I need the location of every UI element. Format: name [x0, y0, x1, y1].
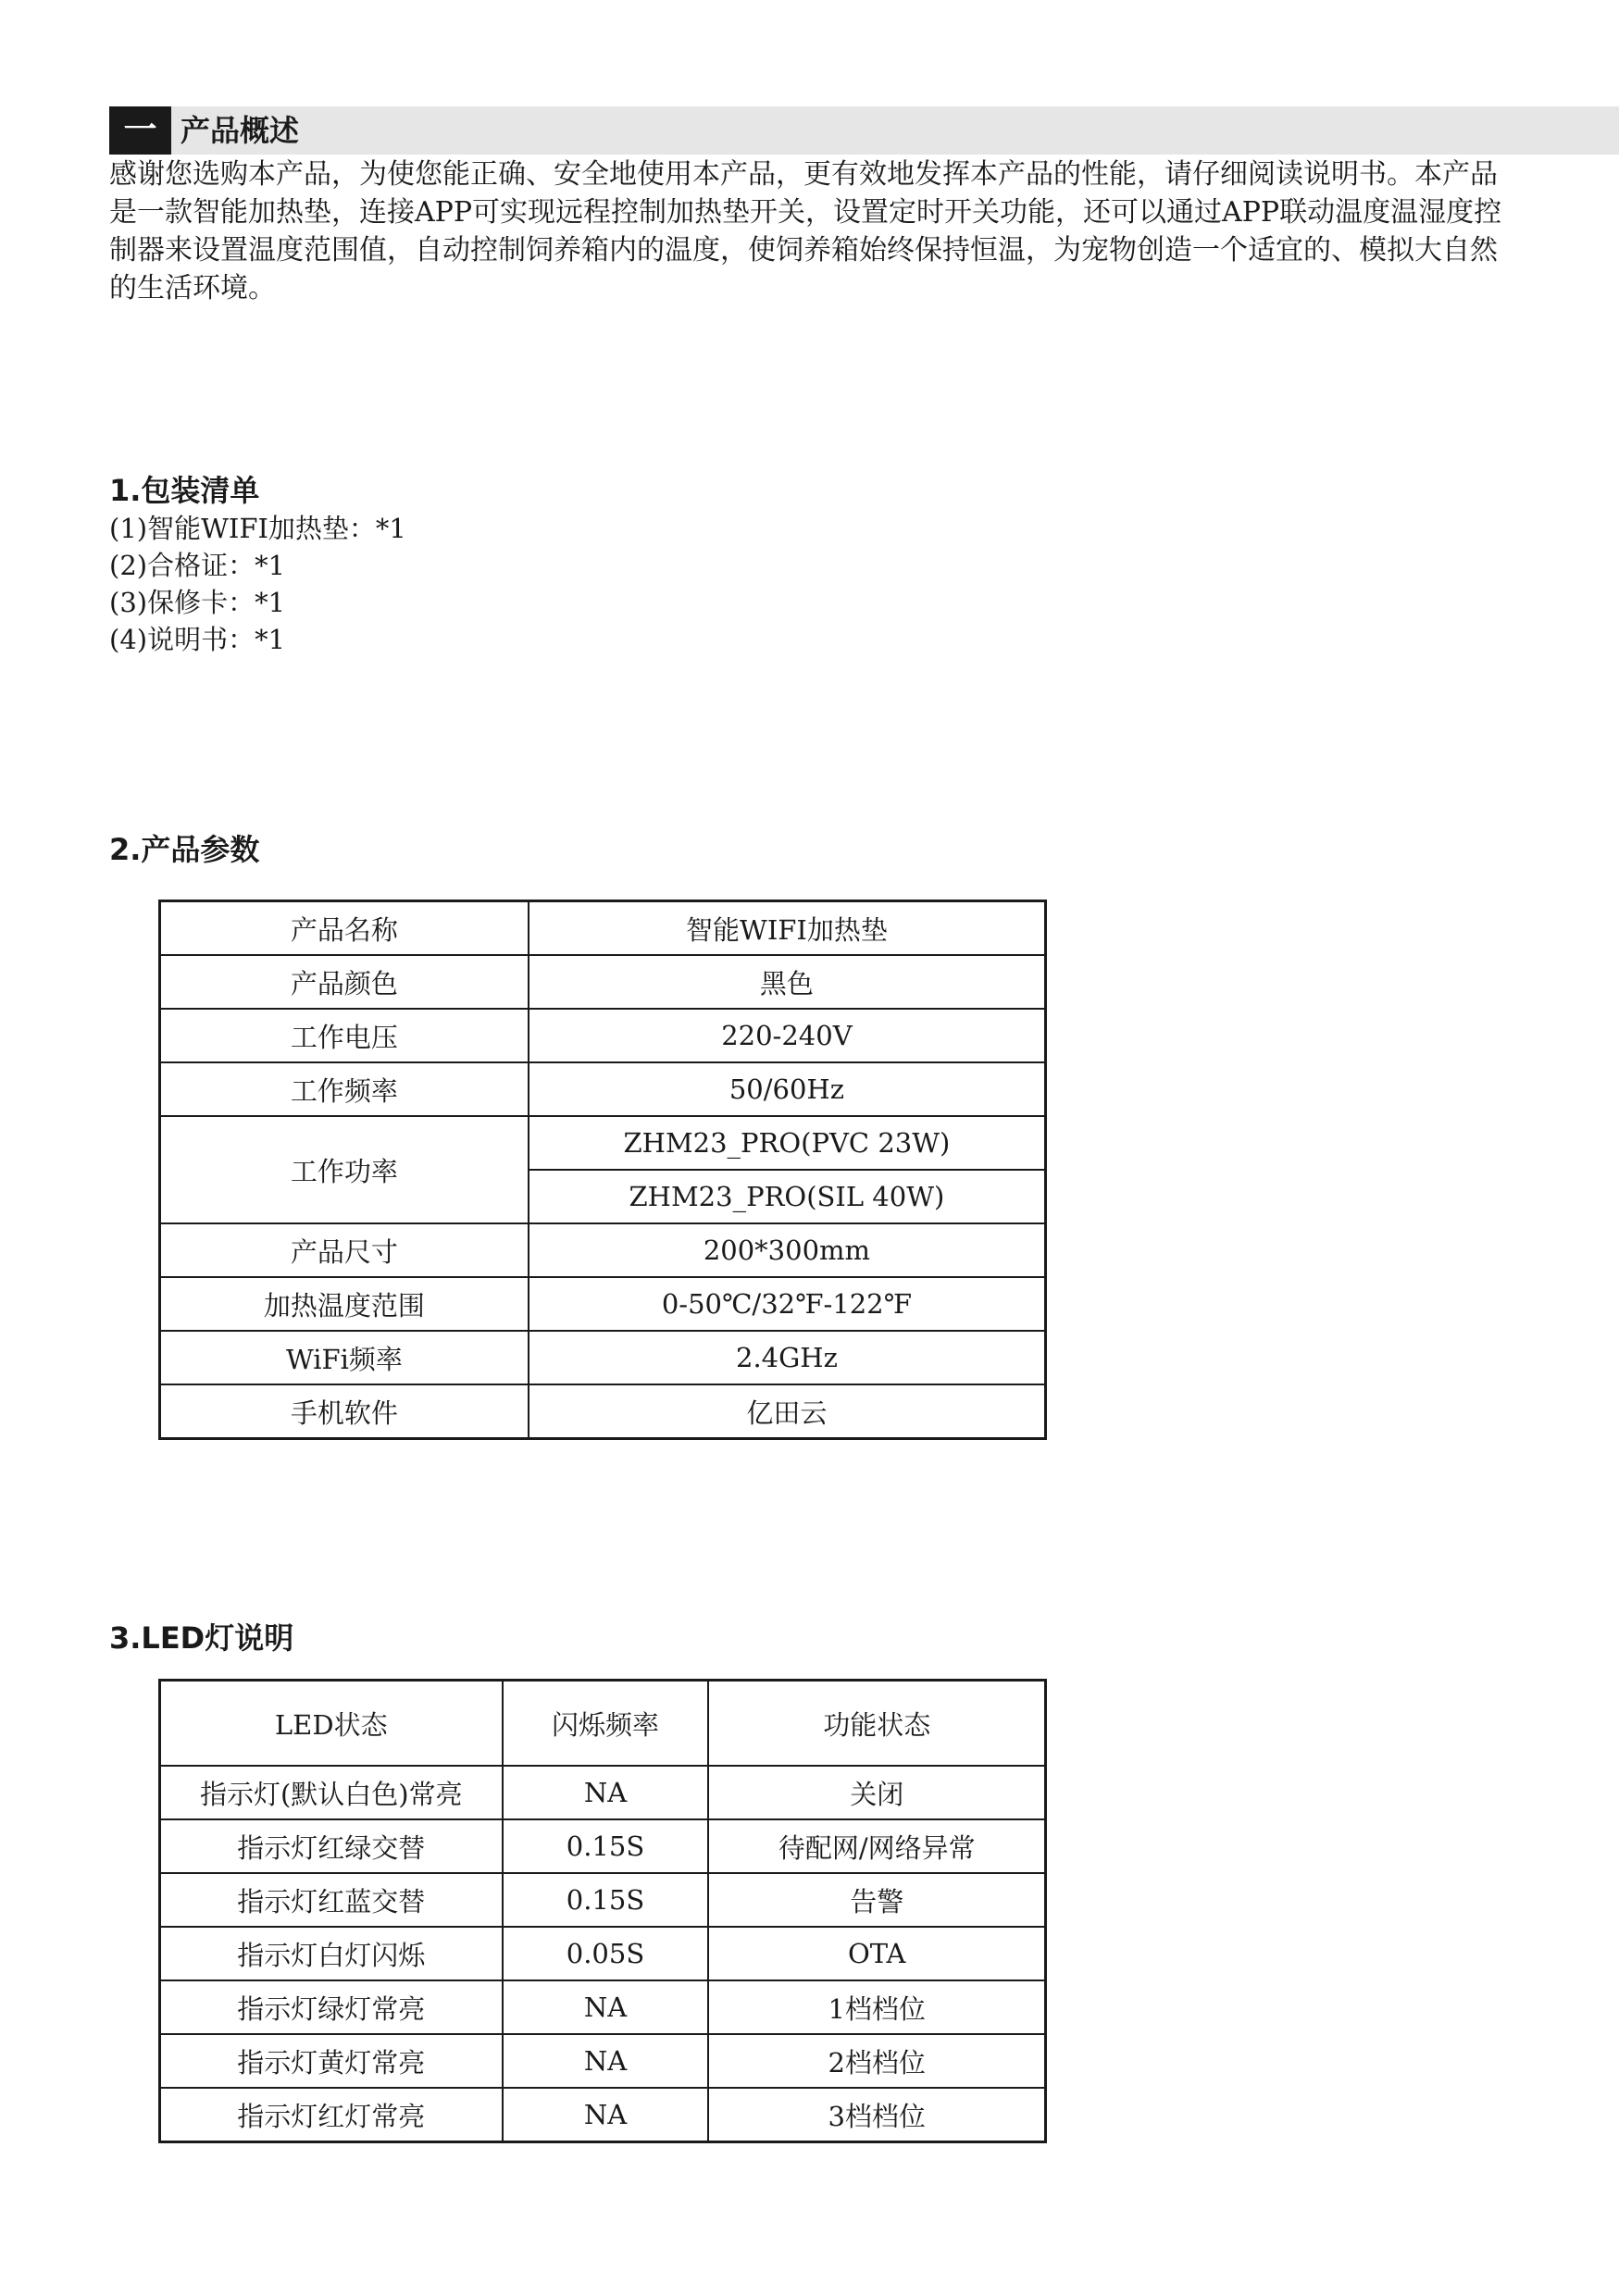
led-heading: 3.LED灯说明 [109, 1620, 294, 1656]
column-header: 功能状态 [708, 1681, 1045, 1766]
table-row [160, 1766, 1045, 1819]
table-row [160, 1009, 1045, 1062]
packing-list-heading: 1.包装清单 [109, 473, 260, 508]
param-value: 0-50℃/32℉-122℉ [529, 1277, 1045, 1331]
param-value: 智能WIFI加热垫 [529, 901, 1045, 955]
blink-frequency: 0.15S [503, 1873, 709, 1927]
param-name: 加热温度范围 [160, 1277, 529, 1331]
param-name: 产品颜色 [160, 955, 529, 1009]
column-header: LED状态 [160, 1681, 503, 1766]
section-header-bar [109, 106, 1619, 155]
table-row [160, 1927, 1045, 1980]
table-row [160, 1331, 1045, 1384]
section-number: 一 [109, 106, 171, 155]
params-heading: 2.产品参数 [109, 832, 260, 867]
led-state: 指示灯(默认白色)常亮 [160, 1766, 503, 1819]
param-value: 亿田云 [529, 1384, 1045, 1438]
led-state: 指示灯白灯闪烁 [160, 1927, 503, 1980]
param-name: 工作电压 [160, 1009, 529, 1062]
led-state: 指示灯红蓝交替 [160, 1873, 503, 1927]
table-row [160, 1116, 1045, 1170]
function-state: 告警 [708, 1873, 1045, 1927]
led-state: 指示灯黄灯常亮 [160, 2034, 503, 2088]
table-row [160, 1384, 1045, 1438]
function-state: 待配网/网络异常 [708, 1819, 1045, 1873]
param-value: 2.4GHz [529, 1331, 1045, 1384]
param-value: 50/60Hz [529, 1062, 1045, 1116]
led-table [159, 1680, 1046, 2142]
param-name: 手机软件 [160, 1384, 529, 1438]
blink-frequency: NA [503, 2034, 709, 2088]
param-name: 工作频率 [160, 1062, 529, 1116]
led-state: 指示灯红绿交替 [160, 1819, 503, 1873]
table-row [160, 901, 1045, 955]
param-value: ZHM23_PRO(SIL 40W) [529, 1170, 1045, 1223]
section-title: 产品概述 [181, 113, 300, 148]
table-row [160, 1980, 1045, 2034]
table-header-row [160, 1681, 1045, 1766]
table-row [160, 2034, 1045, 2088]
param-value: 220-240V [529, 1009, 1045, 1062]
param-name: 工作功率 [160, 1116, 529, 1223]
params-table [159, 900, 1046, 1439]
param-value: 黑色 [529, 955, 1045, 1009]
table-row [160, 1223, 1045, 1277]
table-row [160, 1819, 1045, 1873]
intro-paragraph: 感谢您选购本产品，为使您能正确、安全地使用本产品，更有效地发挥本产品的性能，请仔细阅读说明书。本产品是一款智能加热垫，连接APP可实现远程控制加热垫开关，设置定时开关功能，还可以通过APP联动温度温湿度控制器来设置温度范围值，自动控制饲养箱内的温度，使饲养箱始终保持恒温，为宠物创造一个适宜的、模拟大自然的生活环境。 [109, 158, 1502, 304]
blink-frequency: 0.05S [503, 1927, 709, 1980]
list-item: (1)智能WIFI加热垫：*1 [109, 513, 406, 544]
function-state: OTA [708, 1927, 1045, 1980]
table-row [160, 955, 1045, 1009]
table-row [160, 1277, 1045, 1331]
param-value: 200*300mm [529, 1223, 1045, 1277]
function-state: 3档档位 [708, 2088, 1045, 2141]
param-name: WiFi频率 [160, 1331, 529, 1384]
table-row [160, 2088, 1045, 2141]
blink-frequency: 0.15S [503, 1819, 709, 1873]
param-value: ZHM23_PRO(PVC 23W) [529, 1116, 1045, 1170]
table-row [160, 1062, 1045, 1116]
packing-list [109, 510, 406, 658]
function-state: 1档档位 [708, 1980, 1045, 2034]
blink-frequency: NA [503, 1980, 709, 2034]
column-header: 闪烁频率 [503, 1681, 709, 1766]
blink-frequency: NA [503, 2088, 709, 2141]
function-state: 关闭 [708, 1766, 1045, 1819]
table-row [160, 1873, 1045, 1927]
blink-frequency: NA [503, 1766, 709, 1819]
param-name: 产品名称 [160, 901, 529, 955]
function-state: 2档档位 [708, 2034, 1045, 2088]
list-item: (3)保修卡：*1 [109, 587, 286, 618]
param-name: 产品尺寸 [160, 1223, 529, 1277]
list-item: (4)说明书：*1 [109, 624, 286, 655]
led-state: 指示灯红灯常亮 [160, 2088, 503, 2141]
led-state: 指示灯绿灯常亮 [160, 1980, 503, 2034]
list-item: (2)合格证：*1 [109, 550, 286, 581]
